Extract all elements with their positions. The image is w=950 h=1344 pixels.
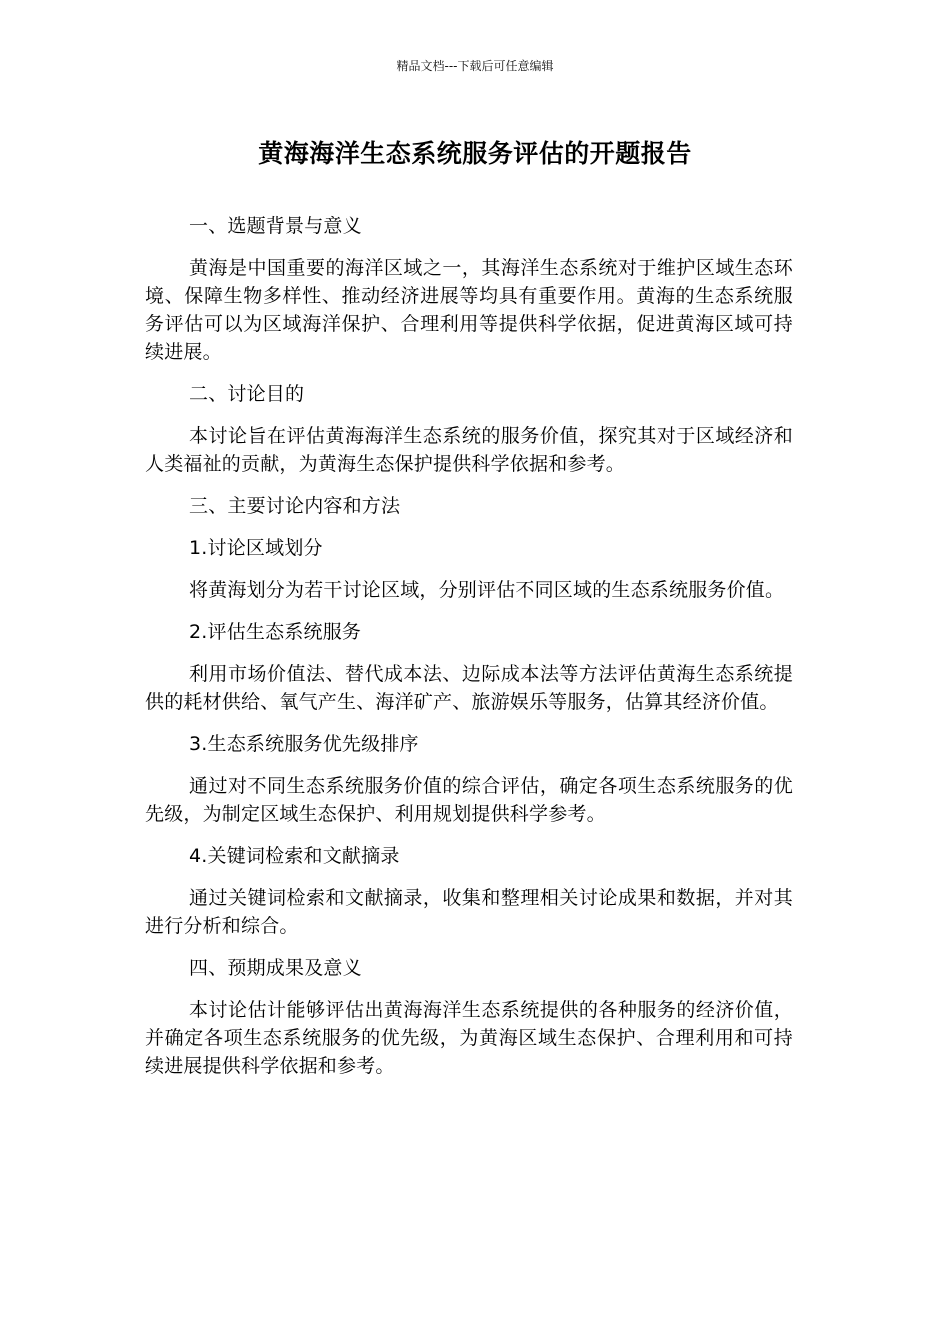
section-heading-background: 一、选题背景与意义 — [189, 215, 362, 237]
paragraph-expected-results: 本讨论估计能够评估出黄海海洋生态系统提供的各种服务的经济价值，并确定各项生态系统服务的优先级，为黄海区域生态保护、合理利用和可持续进展提供科学依据和参考。 — [145, 999, 793, 1077]
subheading-region-division: 1.讨论区域划分 — [189, 537, 323, 559]
paragraph-region-division: 将黄海划分为若干讨论区域，分别评估不同区域的生态系统服务价值。 — [189, 579, 785, 601]
page-header: 精品文档---下载后可任意编辑 — [396, 59, 554, 73]
paragraph-literature: 通过关键词检索和文献摘录，收集和整理相关讨论成果和数据，并对其进行分析和综合。 — [145, 887, 793, 937]
subheading-priority-ranking: 3.生态系统服务优先级排序 — [189, 733, 419, 755]
section-heading-content-methods: 三、主要讨论内容和方法 — [189, 495, 401, 517]
section-heading-expected-results: 四、预期成果及意义 — [189, 957, 362, 979]
section-heading-purpose: 二、讨论目的 — [189, 383, 305, 405]
paragraph-priority-ranking: 通过对不同生态系统服务价值的综合评估，确定各项生态系统服务的优先级，为制定区域生态保护、利用规划提供科学参考。 — [145, 775, 793, 825]
paragraph-background: 黄海是中国重要的海洋区域之一，其海洋生态系统对于维护区域生态环境、保障生物多样性、推动经济进展等均具有重要作用。黄海的生态系统服务评估可以为区域海洋保护、合理利用等提供科学依据，促进黄海区域可持续进展。 — [145, 257, 793, 363]
paragraph-purpose: 本讨论旨在评估黄海海洋生态系统的服务价值，探究其对于区域经济和人类福祉的贡献，为黄海生态保护提供科学依据和参考。 — [145, 425, 793, 475]
subheading-literature: 4.关键词检索和文献摘录 — [189, 845, 400, 867]
subheading-service-evaluation: 2.评估生态系统服务 — [189, 621, 362, 643]
document-body — [145, 212, 793, 1080]
paragraph-service-evaluation: 利用市场价值法、替代成本法、边际成本法等方法评估黄海生态系统提供的耗材供给、氧气产生、海洋矿产、旅游娱乐等服务，估算其经济价值。 — [145, 663, 793, 713]
document-title: 黄海海洋生态系统服务评估的开题报告 — [258, 139, 692, 168]
